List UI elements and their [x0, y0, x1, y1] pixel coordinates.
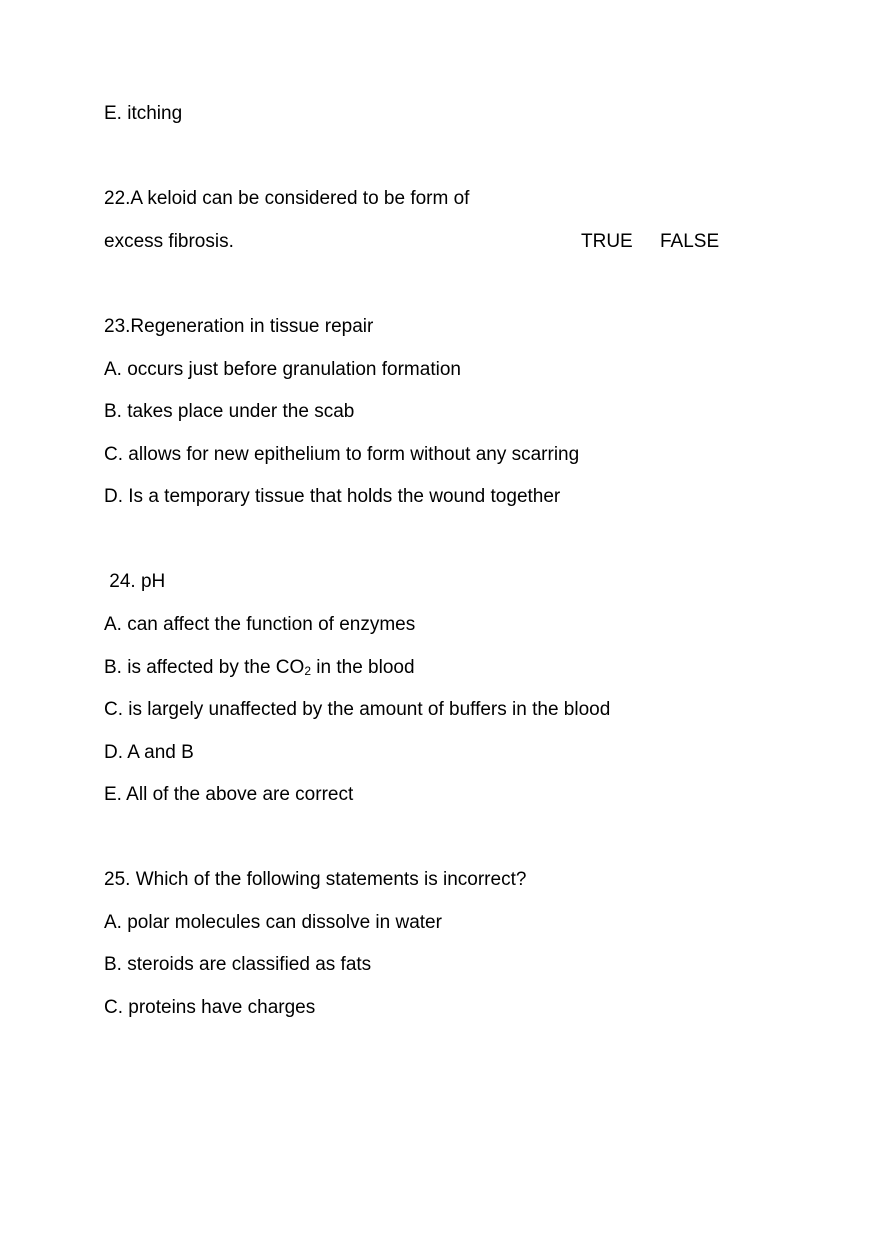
question-23-option-b: B. takes place under the scab — [104, 401, 355, 422]
question-24-option-b-text-end: in the blood — [311, 657, 415, 678]
question-24-option-c: C. is largely unaffected by the amount of buffers in the blood — [104, 699, 611, 720]
question-21-option-e: E. itching — [104, 103, 183, 124]
question-22-stem-line-2: excess fibrosis. — [104, 231, 234, 252]
question-24-stem: 24. pH — [104, 571, 166, 592]
question-25-stem: 25. Which of the following statements is incorrect? — [104, 869, 527, 890]
question-23-option-c: C. allows for new epithelium to form without any scarring — [104, 444, 580, 465]
question-24-option-b-text: B. is affected by the CO — [104, 657, 305, 678]
question-24-option-a: A. can affect the function of enzymes — [104, 614, 416, 635]
question-24-option-d: D. A and B — [104, 742, 194, 763]
question-25-option-a: A. polar molecules can dissolve in water — [104, 912, 442, 933]
question-23-stem: 23.Regeneration in tissue repair — [104, 316, 374, 337]
subscript-2: 2 — [304, 664, 311, 678]
question-23-option-a: A. occurs just before granulation formation — [104, 359, 461, 380]
question-24-option-b — [104, 657, 415, 679]
question-24-option-e: E. All of the above are correct — [104, 784, 354, 805]
true-option: TRUE — [581, 231, 633, 252]
false-option: FALSE — [660, 231, 720, 252]
question-25-option-b: B. steroids are classified as fats — [104, 954, 372, 975]
question-23-option-d: D. Is a temporary tissue that holds the wound together — [104, 486, 561, 507]
question-22-stem-line-1: 22.A keloid can be considered to be form of — [104, 188, 470, 209]
question-25-option-c: C. proteins have charges — [104, 997, 316, 1018]
